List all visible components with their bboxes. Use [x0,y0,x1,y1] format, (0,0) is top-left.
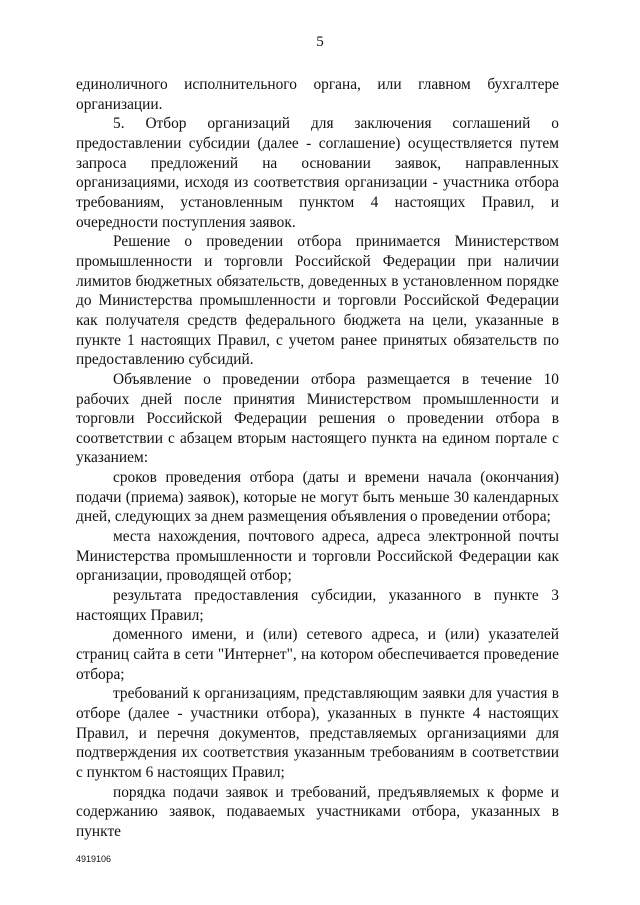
paragraph: единоличного исполнительного органа, или главном бухгалтере организации. [76,76,559,113]
document-code: 4919106 [76,854,112,864]
paragraph: доменного имени, и (или) сетевого адреса, и (или) указателей страниц сайта в сети "Интернет", на котором обеспечивается проведение отбора; [76,626,559,683]
paragraph: места нахождения, почтового адреса, адреса электронной почты Министерства промышленности и торговли Российской Федерации как организации, проводящей отбор; [76,528,559,585]
page-number: 5 [316,34,324,50]
paragraph: Решение о проведении отбора принимается Министерством промышленности и торговли Российской Федерации при наличии лимитов бюджетных обязательств, доведенных в установленном порядке до Министерства промышленности и торговли Российской Федерации как получателя средств федерального бюджета на цели, указанные в пункте 1 настоящих Правил, с учетом ранее принятых обязательств по предоставлению субсидий. [76,233,559,369]
paragraph: Объявление о проведении отбора размещается в течение 10 рабочих дней после принятия Министерством промышленности и торговли Российской Федерации решения о проведении отбора в соответствии с абзацем вторым настоящего пункта на едином портале с указанием: [76,370,559,467]
body-text [76,75,559,842]
paragraph: результата предоставления субсидии, указанного в пункте 3 настоящих Правил; [76,587,559,624]
paragraph: порядка подачи заявок и требований, предъявляемых к форме и содержанию заявок, подаваемых участниками отбора, указанных в пункте [76,783,559,840]
paragraph: требований к организациям, представляющим заявки для участия в отборе (далее - участники отбора), указанных в пункте 4 настоящих Правил, и перечня документов, представляемых организациями для подтверждения их соответствия указанным требованиям в соответствии с пунктом 6 настоящих Правил; [76,685,559,781]
paragraph: сроков проведения отбора (даты и времени начала (окончания) подачи (приема) заявок), которые не могут быть меньше 30 календарных дней, следующих за днем размещения объявления о проведении отбора; [76,469,559,526]
paragraph: 5. Отбор организаций для заключения соглашений о предоставлении субсидии (далее - соглашение) осуществляется путем запроса предложений на основании заявок, направленных организациями, исходя из соответствия организации - участника отбора требованиям, установленным пунктом 4 настоящих Правил, и очередности поступления заявок. [76,115,559,231]
